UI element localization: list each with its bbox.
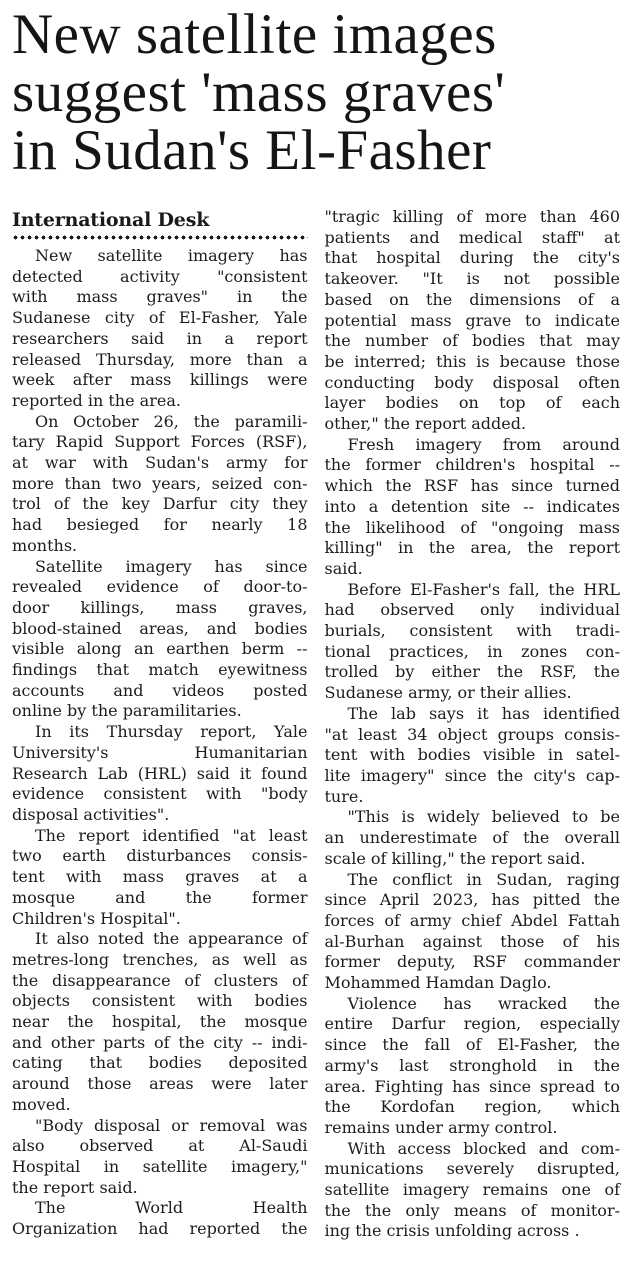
paragraph: [325, 580, 621, 704]
text-line: metres-long trenches, as well as: [12, 949, 308, 969]
paragraph: [12, 1198, 308, 1239]
text-line: had besieged for nearly 18: [12, 515, 308, 535]
text-line: The World Health: [35, 1198, 308, 1218]
text-line: former deputy, RSF commander: [324, 952, 620, 972]
text-line: tent with mass graves at a: [12, 867, 308, 887]
text-line: near the hospital, the mosque: [12, 1012, 308, 1032]
text-line: visible along an earthen berm --: [12, 639, 308, 659]
text-line: satellite imagery remains one of: [324, 1180, 620, 1200]
text-line: patients and medical staff" at: [324, 227, 620, 247]
column-right-text: [325, 207, 621, 1242]
text-line: the disappearance of clusters of: [12, 970, 308, 990]
paragraph: [325, 870, 621, 994]
text-line: "This is widely believed to be: [347, 807, 620, 827]
text-line: The report identified "at least: [35, 825, 308, 845]
text-line: army's last stronghold in the: [324, 1055, 620, 1075]
text-line: The lab says it has identified: [347, 703, 620, 723]
text-line: with mass graves" in the: [12, 287, 308, 307]
text-line: week after mass killings were: [12, 370, 308, 390]
text-line: reported in the area.: [12, 390, 181, 410]
text-line: With access blocked and com-: [347, 1138, 620, 1158]
article-column-left: [12, 207, 308, 1242]
text-line: trolled by either the RSF, the: [324, 662, 620, 682]
text-line: Satellite imagery has since: [35, 556, 308, 576]
text-line: "Body disposal or removal was: [35, 1115, 308, 1135]
text-line: Hospital in satellite imagery,": [12, 1156, 308, 1176]
text-line: at war with Sudan's army for: [12, 453, 308, 473]
text-line: layer bodies on top of each: [324, 393, 620, 413]
text-line: two earth disturbances consis-: [12, 846, 308, 866]
text-line: conducting body disposal often: [324, 372, 620, 392]
headline-line: in Sudan's El-Fasher: [12, 119, 492, 182]
text-line: had observed only individual: [324, 600, 620, 620]
text-line: the report said.: [12, 1177, 138, 1197]
text-line: more than two years, seized con-: [12, 473, 308, 493]
text-line: the former children's hospital --: [324, 455, 620, 475]
text-line: ture.: [324, 786, 364, 806]
text-line: findings that match eyewitness: [12, 660, 308, 680]
text-line: objects consistent with bodies: [12, 991, 308, 1011]
paragraph: [12, 557, 308, 723]
text-line: released Thursday, more than a: [12, 349, 308, 369]
text-line: researchers said in a report: [12, 328, 308, 348]
text-line: Research Lab (HRL) said it found: [12, 763, 308, 783]
text-line: disposal activities".: [12, 804, 170, 824]
text-line: "tragic killing of more than 460: [324, 207, 620, 226]
text-line: scale of killing," the report said.: [324, 848, 586, 868]
text-line: accounts and videos posted: [12, 680, 308, 700]
text-line: potential mass grave to indicate: [324, 310, 620, 330]
article-column-right: [325, 207, 621, 1242]
text-line: In its Thursday report, Yale: [35, 722, 308, 742]
text-line: since the fall of El-Fasher, the: [324, 1035, 620, 1055]
text-line: and other parts of the city -- indi-: [12, 1032, 308, 1052]
text-line: lite imagery" since the city's cap-: [324, 765, 620, 785]
text-line: tent with bodies visible in satel-: [324, 745, 620, 765]
headline: [12, 3, 620, 182]
text-line: New satellite imagery has: [35, 246, 308, 265]
text-line: tary Rapid Support Forces (RSF),: [12, 432, 308, 452]
column-left-text: [12, 246, 308, 1240]
text-line: mosque and the former: [12, 887, 308, 907]
text-line: revealed evidence of door-to-: [12, 577, 308, 597]
text-line: Children's Hospital".: [12, 908, 181, 928]
text-line: Sudanese army, or their allies.: [324, 683, 572, 703]
text-line: "at least 34 object groups consis-: [324, 724, 620, 744]
text-line: trol of the key Darfur city they: [12, 494, 308, 514]
text-line: entire Darfur region, especially: [324, 1014, 620, 1034]
text-line: blood-stained areas, and bodies: [12, 618, 308, 638]
text-line: also observed at Al-Saudi: [12, 1136, 308, 1156]
text-line: It also noted the appearance of: [35, 929, 308, 949]
text-line: other," the report added.: [324, 414, 527, 434]
paragraph: [12, 246, 308, 412]
text-line: around those areas were later: [12, 1074, 308, 1094]
article-body: [12, 207, 620, 1242]
text-line: Before El-Fasher's fall, the HRL: [347, 579, 620, 599]
text-line: an underestimate of the overall: [324, 828, 620, 848]
text-line: University's Humanitarian: [12, 742, 308, 762]
text-line: the number of bodies that may: [324, 331, 620, 351]
text-line: said.: [324, 558, 363, 578]
text-line: al-Burhan against those of his: [324, 931, 620, 951]
text-line: tional practices, in zones con-: [324, 641, 620, 661]
text-line: Violence has wracked the: [347, 993, 620, 1013]
text-line: that hospital during the city's: [324, 248, 620, 268]
paragraph: [12, 412, 308, 557]
text-line: the Kordofan region, which: [324, 1097, 620, 1117]
paragraph: [325, 704, 621, 808]
text-line: be interred; this is because those: [324, 351, 620, 371]
text-line: munications severely disrupted,: [324, 1159, 620, 1179]
text-line: remains under army control.: [324, 1117, 558, 1137]
text-line: the the only means of monitor-: [324, 1200, 620, 1220]
paragraph: [12, 826, 308, 930]
text-line: evidence consistent with "body: [12, 784, 308, 804]
text-line: Sudanese city of El-Fasher, Yale: [12, 308, 308, 328]
paragraph: [12, 722, 308, 826]
paragraph: [12, 929, 308, 1115]
text-line: detected activity "consistent: [12, 266, 308, 286]
text-line: killing" in the area, the report: [324, 538, 620, 558]
text-line: takeover. "It is not possible: [324, 269, 620, 289]
text-line: moved.: [12, 1094, 71, 1114]
text-line: based on the dimensions of a: [324, 289, 620, 309]
headline-line: New satellite images: [12, 3, 497, 66]
text-line: On October 26, the paramili-: [35, 411, 308, 431]
text-line: into a detention site -- indicates: [324, 496, 620, 516]
text-line: Organization had reported the: [12, 1219, 308, 1239]
text-line: Fresh imagery from around: [347, 434, 620, 454]
text-line: ing the crisis unfolding across .: [324, 1221, 580, 1241]
text-line: burials, consistent with tradi-: [324, 621, 620, 641]
paragraph: [325, 207, 621, 435]
paragraph: [325, 807, 621, 869]
dotted-divider: [12, 235, 308, 240]
text-line: the likelihood of "ongoing mass: [324, 517, 620, 537]
text-line: which the RSF has since turned: [324, 476, 620, 496]
text-line: area. Fighting has since spread to: [324, 1076, 620, 1096]
byline: International Desk: [12, 209, 210, 231]
text-line: cating that bodies deposited: [12, 1053, 308, 1073]
text-line: forces of army chief Abdel Fattah: [324, 910, 620, 930]
text-line: months.: [12, 535, 78, 555]
text-line: online by the paramilitaries.: [12, 701, 242, 721]
paragraph: [325, 1139, 621, 1243]
paragraph: [325, 435, 621, 580]
text-line: Mohammed Hamdan Daglo.: [324, 973, 552, 993]
paragraph: [325, 994, 621, 1139]
paragraph: [12, 1116, 308, 1199]
text-line: The conflict in Sudan, raging: [347, 869, 620, 889]
text-line: door killings, mass graves,: [12, 597, 308, 617]
text-line: since April 2023, has pitted the: [324, 890, 620, 910]
headline-line: suggest 'mass graves': [12, 61, 506, 124]
